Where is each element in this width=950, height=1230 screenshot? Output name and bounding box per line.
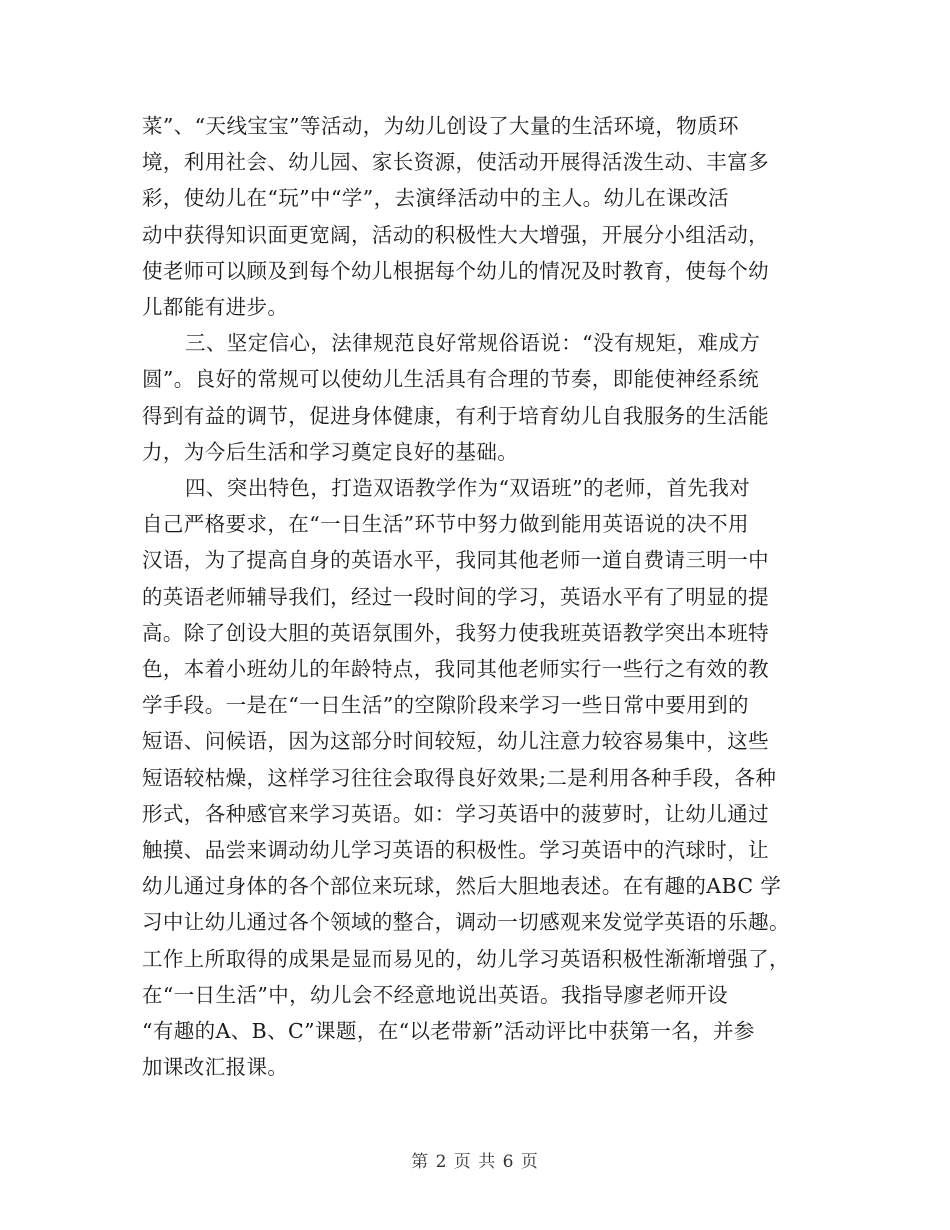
text-line: 使老师可以顾及到每个幼儿根据每个幼儿的情况及时教育，使每个幼	[142, 258, 769, 283]
text-line: 菜”、“天线宝宝”等活动，为幼儿创设了大量的生活环境，物质环	[142, 114, 739, 138]
text-line: 境，利用社会、幼儿园、家长资源，使活动开展得活泼生动、丰富多	[142, 150, 769, 175]
text-line: 工作上所取得的成果是显而易见的，幼儿学习英语积极性渐渐增强了，	[142, 946, 790, 971]
text-line: 彩，使幼儿在“玩”中“学”，去演绎活动中的主人。幼儿在课改活	[142, 186, 729, 211]
text-line: 四、突出特色，打造双语教学作为“双语班”的老师，首先我对	[185, 476, 751, 501]
text-line: 加课改汇报课。	[142, 1055, 289, 1080]
text-line: 习中让幼儿通过各个领域的整合，调动一切感观来发觉学英语的乐趣。	[142, 910, 790, 935]
text-line: “有趣的A、B、C”课题，在“以老带新”活动评比中获第一名，并参	[142, 1019, 755, 1044]
text-line: 得到有益的调节，促进身体健康，有利于培育幼儿自我服务的生活能	[142, 403, 769, 428]
paragraph-2	[142, 325, 810, 470]
text-line: 自己严格要求，在“一日生活”环节中努力做到能用英语说的决不用	[142, 512, 749, 537]
text-line: 学手段。一是在“一日生活”的空隙阶段来学习一些日常中要用到的	[142, 693, 749, 718]
text-line: 色，本着小班幼儿的年龄特点，我同其他老师实行一些行之有效的教	[142, 657, 769, 682]
text-line: 高。除了创设大胆的英语氛围外，我努力使我班英语教学突出本班特	[142, 620, 769, 645]
text-line: 在“一日生活”中，幼儿会不经意地说出英语。我指导廖老师开设	[142, 982, 729, 1007]
text-line: 的英语老师辅导我们，经过一段时间的学习，英语水平有了明显的提	[142, 584, 769, 609]
text-line: 幼儿通过身体的各个部位来玩球，然后大胆地表述。在有趣的ABC 学	[142, 874, 782, 899]
text-line: 形式，各种感官来学习英语。如：学习英语中的菠萝时，让幼儿通过	[142, 801, 769, 826]
text-line: 触摸、品尝来调动幼儿学习英语的积极性。学习英语中的汽球时，让	[142, 838, 769, 863]
text-line: 动中获得知识面更宽阔，活动的积极性大大增强，开展分小组活动，	[142, 222, 769, 247]
text-line: 圆”。良好的常规可以使幼儿生活具有合理的节奏，即能使神经系统	[142, 367, 759, 392]
text-line: 力，为今后生活和学习奠定良好的基础。	[142, 439, 519, 464]
text-line: 短语较枯燥，这样学习往往会取得良好效果;二是利用各种手段，各种	[142, 765, 777, 790]
text-line: 汉语，为了提高自身的英语水平，我同其他老师一道自费请三明一中	[142, 548, 769, 573]
paragraph-3	[142, 470, 810, 1085]
document-body	[142, 108, 810, 1085]
text-line: 短语、问候语，因为这部分时间较短，幼儿注意力较容易集中，这些	[142, 729, 769, 754]
text-line: 儿都能有进步。	[142, 295, 289, 320]
paragraph-1	[142, 108, 810, 325]
text-line: 三、坚定信心，法律规范良好常规俗语说：“没有规矩，难成方	[185, 331, 761, 356]
page-number-footer: 第 2 页 共 6 页	[411, 1152, 539, 1172]
